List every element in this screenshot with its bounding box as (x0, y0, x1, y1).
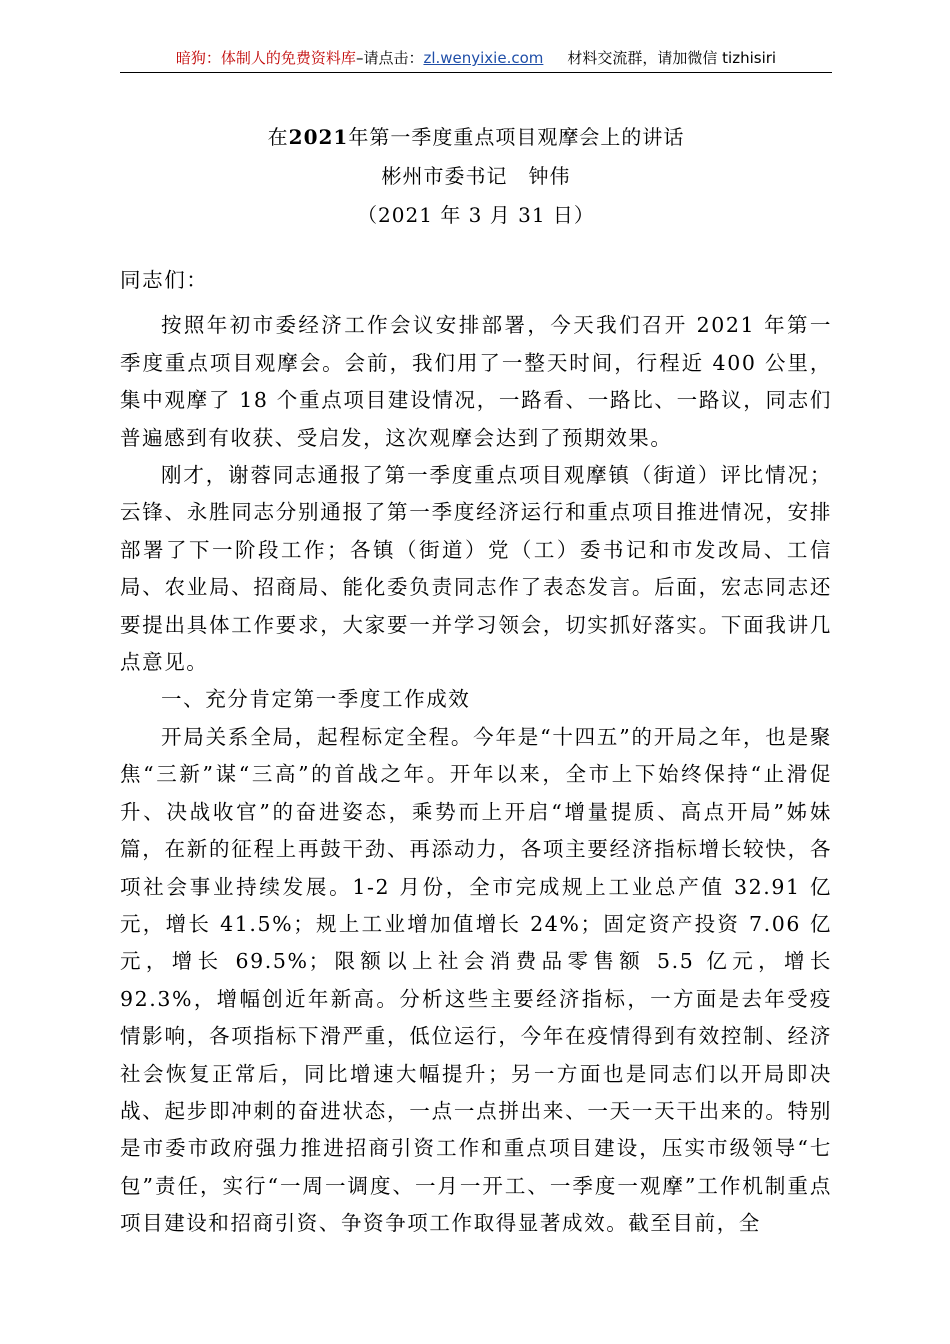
title-year: 2021 (288, 125, 349, 149)
header-brand: 暗狗：体制人的免费资料库 (175, 49, 356, 67)
paragraph-1: 按照年初市委经济工作会议安排部署，今天我们召开 2021 年第一季度重点项目观摩会。会前，我们用了一整天时间，行程近 400 公里，集中观摩了 18 个重点项目建设情况，一路看、一路比、一路议，同志们普遍感到有收获、受启发，这次观摩会达到了预期效果。 (120, 313, 832, 450)
header-contact: 材料交流群，请加微信 tizhisiri (567, 49, 777, 67)
page-header (120, 44, 832, 72)
paragraph-2: 刚才，谢蓉同志通报了第一季度重点项目观摩镇（街道）评比情况；云锋、永胜同志分别通报了第一季度经济运行和重点项目推进情况，安排部署了下一阶段工作；各镇（街道）党（工）委书记和市发改局、工信局、农业局、招商局、能化委负责同志作了表态发言。后面，宏志同志还要提出具体工作要求，大家要一并学习领会，切实抓好落实。下面我讲几点意见。 (120, 463, 832, 675)
title-prefix: 在 (267, 125, 289, 149)
title-block (120, 118, 832, 235)
header-prompt: –请点击： (355, 49, 424, 67)
section-heading-1: 一、充分肯定第一季度工作成效 (161, 687, 471, 712)
document-title (120, 118, 832, 157)
speech-date: （2021 年 3 月 31 日） (357, 203, 595, 227)
header-link[interactable]: zl.wenyixie.com (423, 49, 544, 67)
header-divider (120, 72, 832, 73)
title-suffix: 年第一季度重点项目观摩会上的讲话 (348, 125, 685, 149)
speaker-line: 彬州市委书记 钟伟 (381, 164, 571, 188)
paragraph-3: 开局关系全局，起程标定全程。今年是“十四五”的开局之年，也是聚焦“三新”谋“三高”的首战之年。开年以来，全市上下始终保持“止滑促升、决战收官”的奋进姿态，乘势而上开启“增量提质、高点开局”姊妹篇，在新的征程上再鼓干劲、再添动力，各项主要经济指标增长较快，各项社会事业持续发展。1-2 月份，全市完成规上工业总产值 32.91 亿元，增长 41.5%；规上工业增加值增长 24%；固定资产投资 7.06 亿元，增长 69.5%；限额以上社会消费品零售额 5.5 亿元，增长 92.3%，增幅创近年新高。分析这些主要经济指标，一方面是去年受疫情影响，各项指标下滑严重，低位运行，今年在疫情得到有效控制、经济社会恢复正常后，同比增速大幅提升；另一方面也是同志们以开局即决战、起步即冲刺的奋进状态，一点一点拼出来、一天一天干出来的。特别是市委市政府强力推进招商引资工作和重点项目建设，压实市级领导“七包”责任，实行“一周一调度、一月一开工、一季度一观摩”工作机制重点项目建设和招商引资、争资争项工作取得显著成效。截至目前，全 (120, 724, 832, 1236)
document-body (120, 262, 832, 1243)
salutation: 同志们： (120, 268, 209, 292)
